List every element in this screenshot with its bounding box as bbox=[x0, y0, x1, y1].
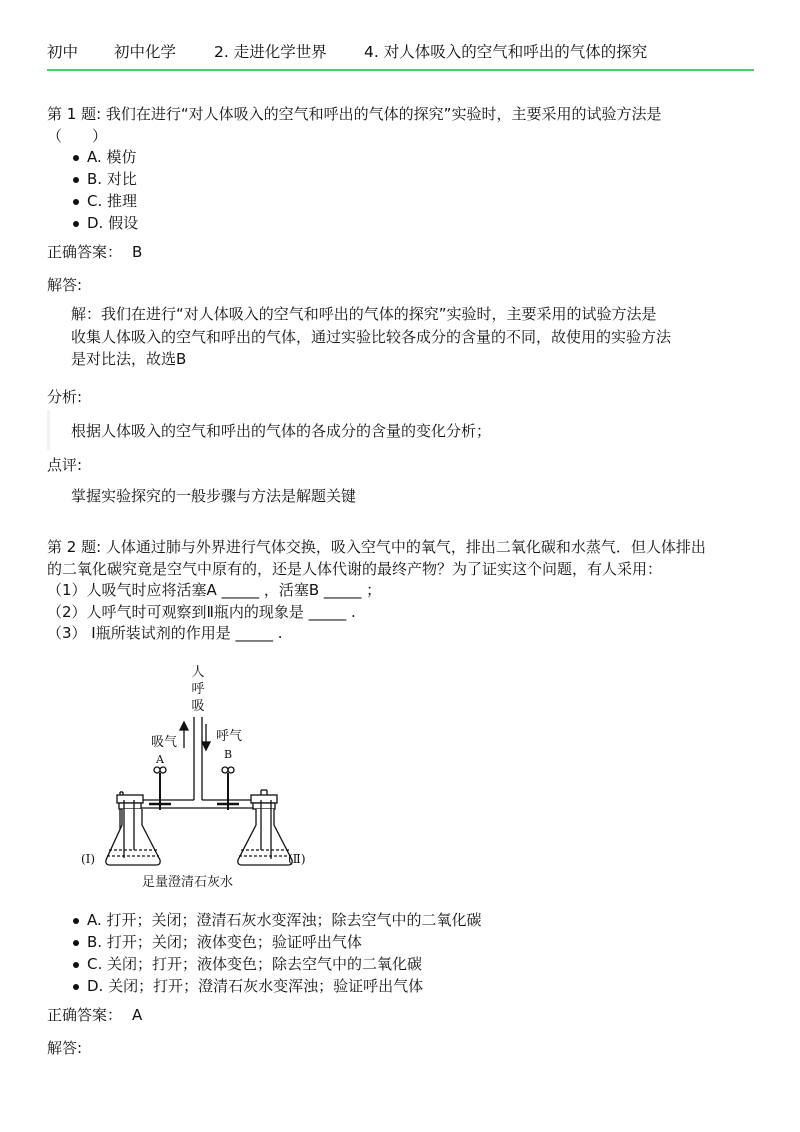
valve-b-label: B bbox=[223, 748, 233, 761]
breath-char: 人 bbox=[191, 665, 205, 680]
breath-char: 呼 bbox=[191, 682, 205, 697]
valve-a-label: A bbox=[156, 753, 164, 766]
question-1-explanation bbox=[71, 303, 741, 371]
question-2-option-d[interactable]: D. 关闭；打开；澄清石灰水变浑浊；验证呼出气体 bbox=[47, 975, 482, 997]
flask-1-icon bbox=[106, 795, 160, 865]
question-2-explain-label: 解答: bbox=[47, 1039, 83, 1057]
question-1-analysis-label: 分析: bbox=[47, 388, 83, 406]
question-1-option-d[interactable]: D. 假设 bbox=[47, 212, 138, 234]
question-1-option-c[interactable]: C. 推理 bbox=[47, 190, 138, 212]
question-2-sub-3: （3） Ⅰ瓶所装试剂的作用是 _____ . bbox=[47, 624, 283, 642]
breadcrumb-topic[interactable]: 4. 对人体吸入的空气和呼出的气体的探究 bbox=[364, 43, 648, 61]
question-2-option-b[interactable]: B. 打开；关闭；液体变色；验证呼出气体 bbox=[47, 931, 482, 953]
question-1-comment-label: 点评: bbox=[47, 456, 83, 474]
breadcrumb-subject[interactable]: 初中化学 bbox=[114, 43, 177, 61]
analysis-quote-bar bbox=[47, 410, 50, 450]
breadcrumb-level[interactable]: 初中 bbox=[47, 43, 79, 61]
question-2-option-a[interactable]: A. 打开；关闭；澄清石灰水变浑浊；除去空气中的二氧化碳 bbox=[47, 909, 482, 931]
flask-2-icon bbox=[238, 795, 292, 865]
inhale-arrow-head bbox=[180, 722, 188, 730]
explanation-line: 收集人体吸入的空气和呼出的气体，通过实验比较各成分的含量的不同，故使用的实验方法 bbox=[71, 327, 672, 346]
question-2-stem bbox=[47, 537, 757, 645]
flask-1-label: (Ⅰ) bbox=[81, 852, 96, 866]
explanation-line: 解：我们在进行“对人体吸入的空气和呼出的气体的探究”实验时，主要采用的试验方法是 bbox=[71, 305, 657, 323]
question-2-answer bbox=[47, 1004, 142, 1025]
question-2-stem-line: 第 2 题: 人体通过肺与外界进行气体交换，吸入空气中的氧气，排出二氧化碳和水蒸气．但人体排出 bbox=[47, 538, 706, 556]
question-2-options bbox=[47, 909, 482, 997]
question-1-stem-line: （ ） bbox=[47, 126, 108, 145]
question-1-analysis: 根据人体吸入的空气和呼出的气体的各成分的含量的变化分析； bbox=[71, 422, 492, 440]
answer-label: 正确答案： bbox=[47, 243, 123, 261]
question-1-option-b[interactable]: B. 对比 bbox=[47, 168, 138, 190]
question-1-stem bbox=[47, 104, 757, 147]
valve-b-icon bbox=[222, 767, 228, 773]
answer-value: A bbox=[132, 1006, 143, 1024]
question-1-stem-line: 第 1 题: 我们在进行“对人体吸入的空气和呼出的气体的探究”实验时，主要采用的试验方法是 bbox=[47, 105, 662, 123]
apparatus-figure bbox=[78, 660, 318, 892]
inhale-label: 吸气 bbox=[150, 735, 177, 750]
question-1-answer bbox=[47, 241, 142, 262]
question-1-option-a[interactable]: A. 模仿 bbox=[47, 146, 138, 168]
question-1-options bbox=[47, 146, 138, 234]
breath-char: 吸 bbox=[191, 699, 205, 714]
exhale-arrow-head bbox=[202, 742, 210, 750]
breadcrumb-unit[interactable]: 2. 走进化学世界 bbox=[214, 43, 327, 61]
question-2-sub-2: （2）人呼气时可观察到Ⅱ瓶内的现象是 _____ . bbox=[47, 602, 356, 621]
question-2-option-c[interactable]: C. 关闭；打开；液体变色；除去空气中的二氧化碳 bbox=[47, 953, 482, 975]
question-1-comment: 掌握实验探究的一般步骤与方法是解题关键 bbox=[71, 487, 357, 505]
figure-caption: 足量澄清石灰水 bbox=[142, 875, 234, 890]
exhale-label: 呼气 bbox=[216, 729, 243, 744]
header-divider bbox=[47, 69, 754, 71]
valve-a-icon bbox=[154, 767, 160, 773]
flask-2-label: (Ⅱ) bbox=[288, 852, 306, 866]
question-1-explain-label: 解答: bbox=[47, 276, 83, 294]
answer-label: 正确答案： bbox=[47, 1006, 123, 1024]
question-2-sub-1: （1）人吸气时应将活塞A _____ ，活塞B _____ ； bbox=[47, 581, 382, 599]
explanation-line: 是对比法，故选B bbox=[71, 350, 187, 368]
answer-value: B bbox=[132, 243, 143, 261]
question-2-stem-line: 的二氧化碳究竟是空气中原有的，还是人体代谢的最终产物？为了证实这个问题，有人采用： bbox=[47, 559, 663, 578]
